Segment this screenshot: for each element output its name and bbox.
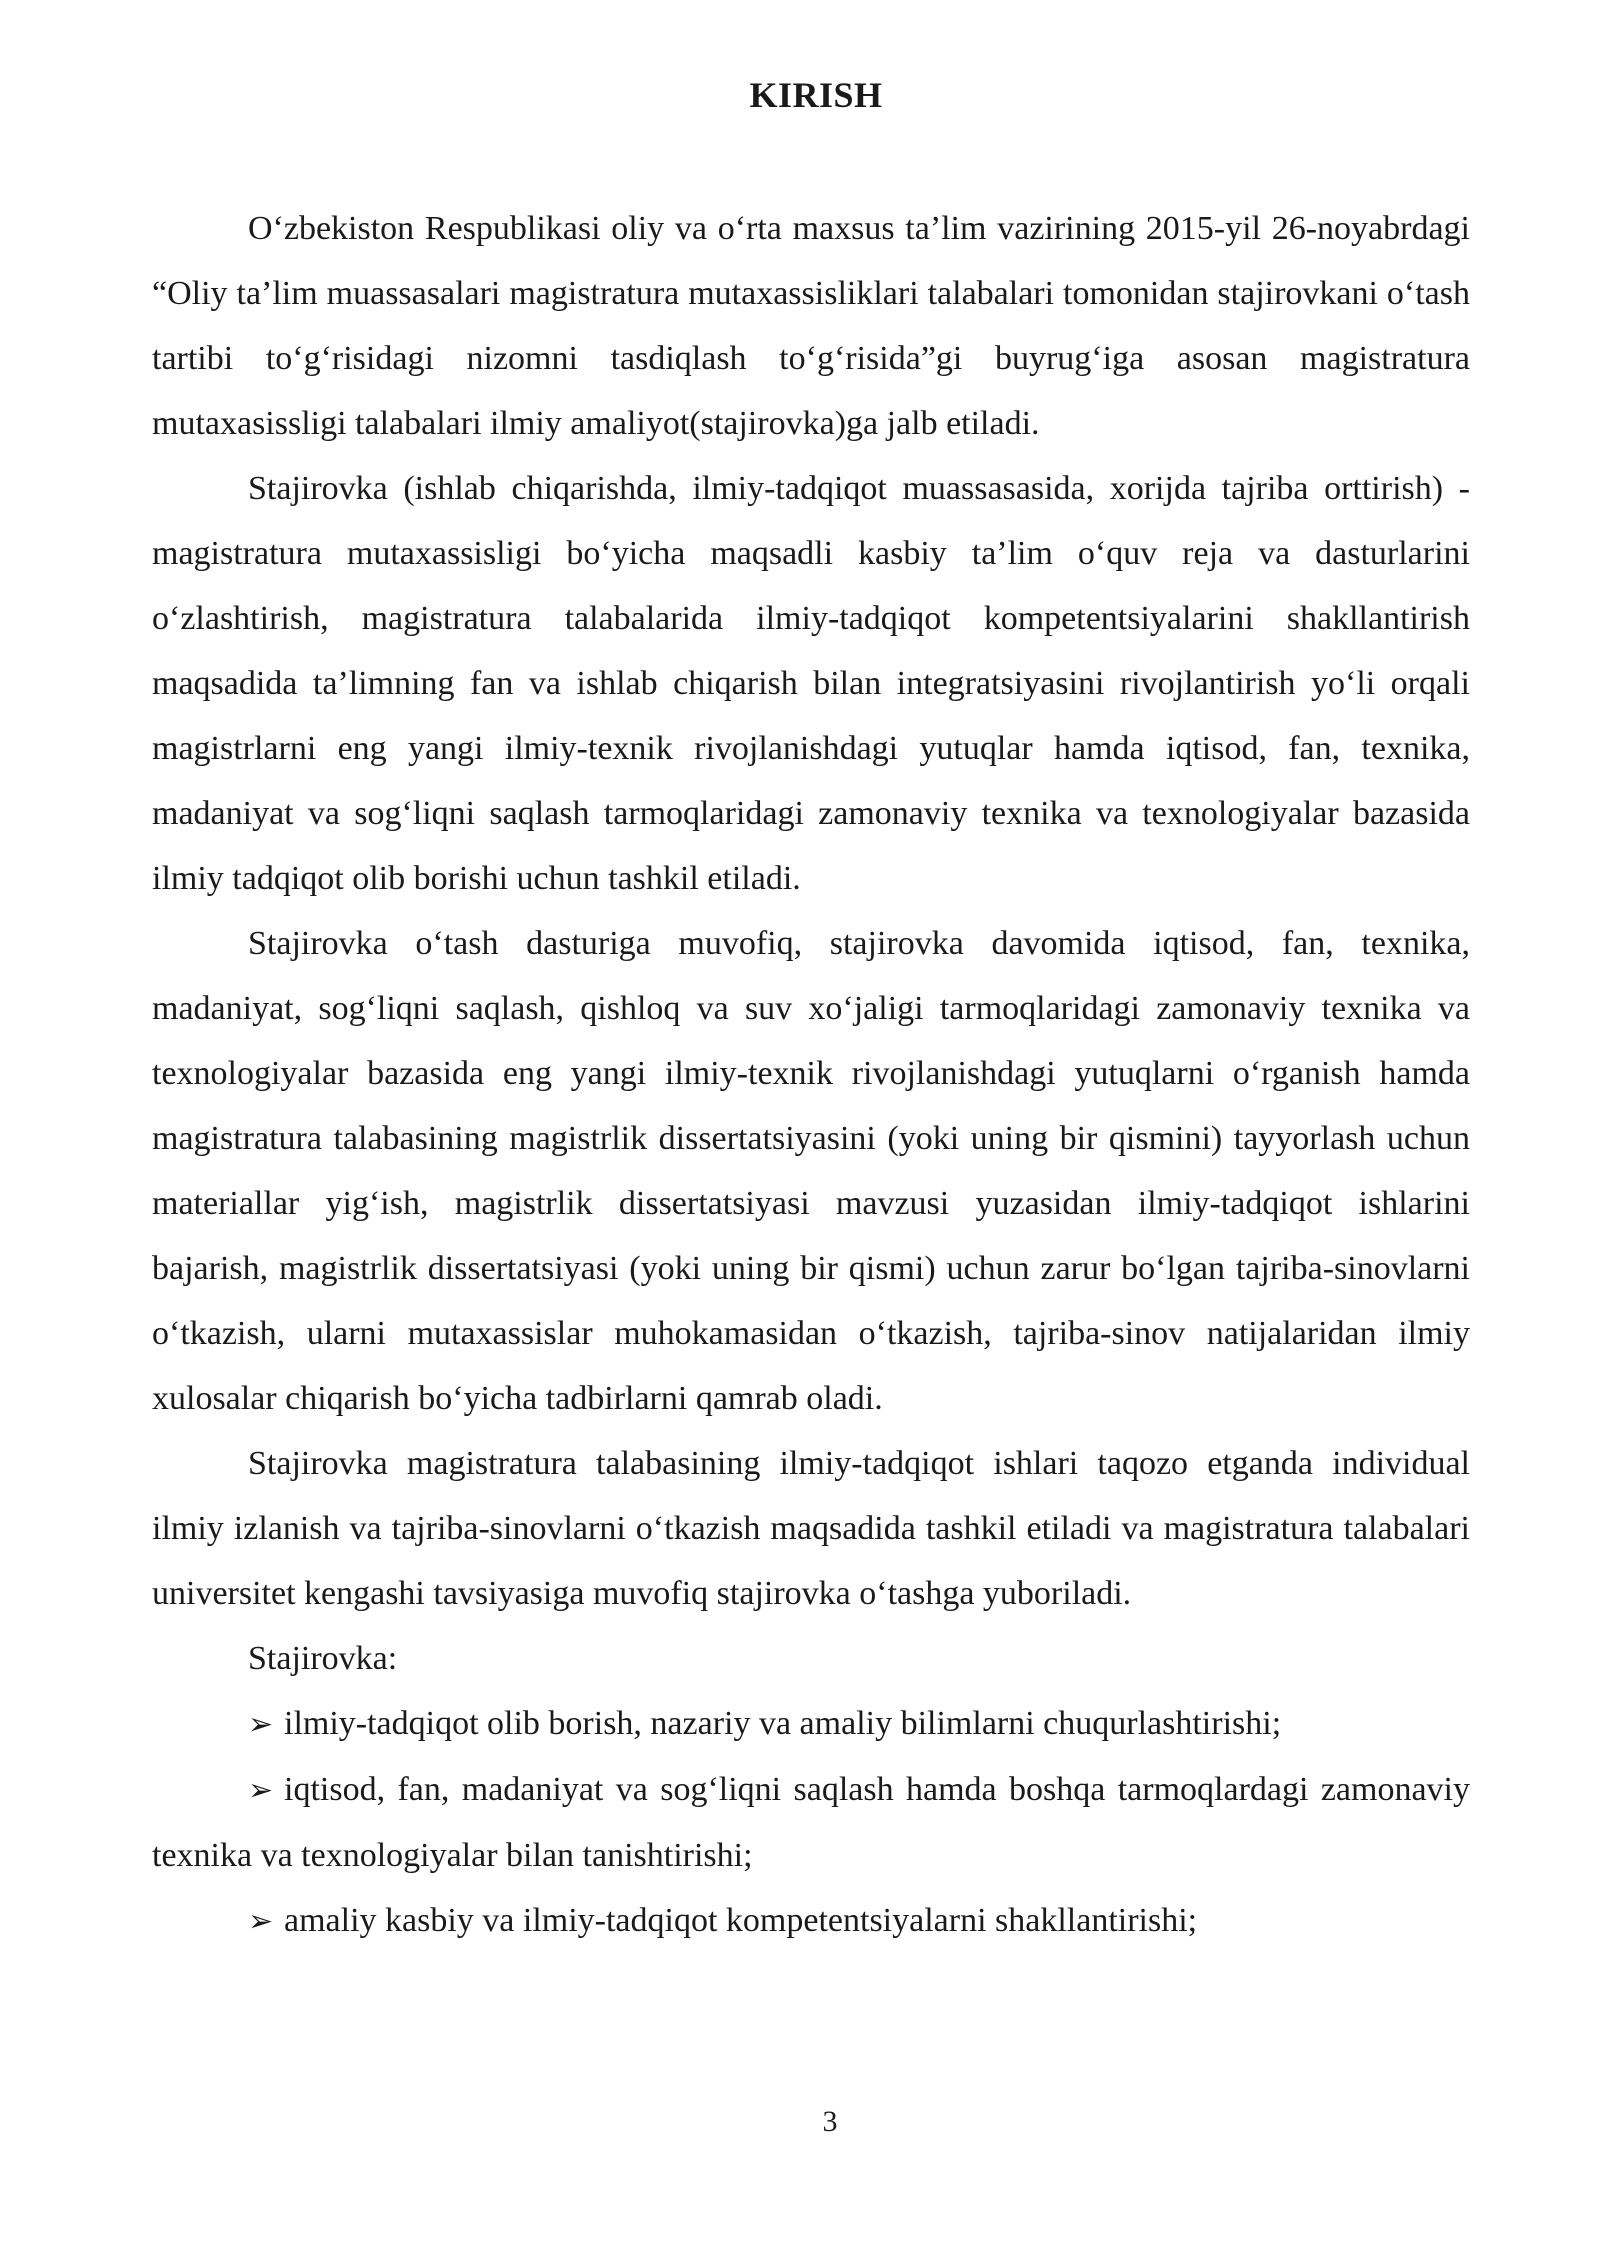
arrow-bullet-icon: ➢ [248, 1904, 274, 1939]
arrow-bullet-icon: ➢ [248, 1707, 274, 1742]
list-item [152, 1757, 1470, 1888]
paragraph: Stajirovka (ishlab chiqarishda, ilmiy-tadqiqot muassasasida, xorijda tajriba orttirish) - magistratura mutaxassisligi bo‘yicha maqsadli kasbiy ta’lim o‘quv reja va dasturlarini o‘zlashtirish, magistratura talabalarida ilmiy-tadqiqot kompetentsiyalarini shakllantirish maqsadida ta’limning fan va ishlab chiqarish bilan integratsiyasini rivojlantirish yo‘li orqali magistrlarni eng yangi ilmiy-texnik rivojlanishdagi yutuqlar hamda iqtisod, fan, texnika, madaniyat va sog‘liqni saqlash tarmoqlaridagi zamonaviy texnika va texnologiyalar bazasida ilmiy tadqiqot olib borishi uchun tashkil etiladi. [152, 470, 1470, 897]
arrow-bullet-icon: ➢ [248, 1773, 274, 1808]
list-item-text: ilmiy-tadqiqot olib borish, nazariy va amaliy bilimlarni chuqurlashtirishi; [284, 1705, 1282, 1742]
list-item [152, 1888, 1470, 1954]
paragraph: Stajirovka o‘tash dasturiga muvofiq, stajirovka davomida iqtisod, fan, texnika, madaniyat, sog‘liqni saqlash, qishloq va suv xo‘jaligi tarmoqlaridagi zamonaviy texnika va texnologiyalar bazasida eng yangi ilmiy-texnik rivojlanishdagi yutuqlarni o‘rganish hamda magistratura talabasining magistrlik dissertatsiyasini (yoki uning bir qismini) tayyorlash uchun materiallar yig‘ish, magistrlik dissertatsiyasi mavzusi yuzasidan ilmiy-tadqiqot ishlarini bajarish, magistrlik dissertatsiyasi (yoki uning bir qismi) uchun zarur bo‘lgan tajriba-sinovlarni o‘tkazish, ularni mutaxassislar muhokamasidan o‘tkazish, tajriba-sinov natijalaridan ilmiy xulosalar chiqarish bo‘yicha tadbirlarni qamrab oladi. [152, 925, 1470, 1417]
page-title: KIRISH [749, 75, 883, 115]
list-item-text: iqtisod, fan, madaniyat va sog‘liqni saqlash hamda boshqa tarmoqlardagi zamonaviy texnika va texnologiyalar bilan tanishtirishi; [152, 1771, 1470, 1874]
document-body [152, 196, 1470, 1954]
list-item-text: amaliy kasbiy va ilmiy-tadqiqot kompetentsiyalarni shakllantirishi; [284, 1902, 1198, 1939]
list-intro: Stajirovka: [248, 1640, 398, 1677]
list-item [152, 1691, 1470, 1757]
paragraph: Stajirovka magistratura talabasining ilmiy-tadqiqot ishlari taqozo etganda individual ilmiy izlanish va tajriba-sinovlarni o‘tkazish maqsadida tashkil etiladi va magistratura talabalari universitet kengashi tavsiyasiga muvofiq stajirovka o‘tashga yuboriladi. [152, 1445, 1470, 1612]
paragraph: O‘zbekiston Respublikasi oliy va o‘rta maxsus ta’lim vazirining 2015-yil 26-noyabrdagi “Oliy ta’lim muassasalari magistratura mutaxassisliklari talabalari tomonidan stajirovkani o‘tash tartibi to‘g‘risidagi nizomni tasdiqlash to‘g‘risida”gi buyrug‘iga asosan magistratura mutaxasissligi talabalari ilmiy amaliyot(stajirovka)ga jalb etiladi. [152, 210, 1470, 442]
page-number: 3 [822, 2105, 838, 2138]
